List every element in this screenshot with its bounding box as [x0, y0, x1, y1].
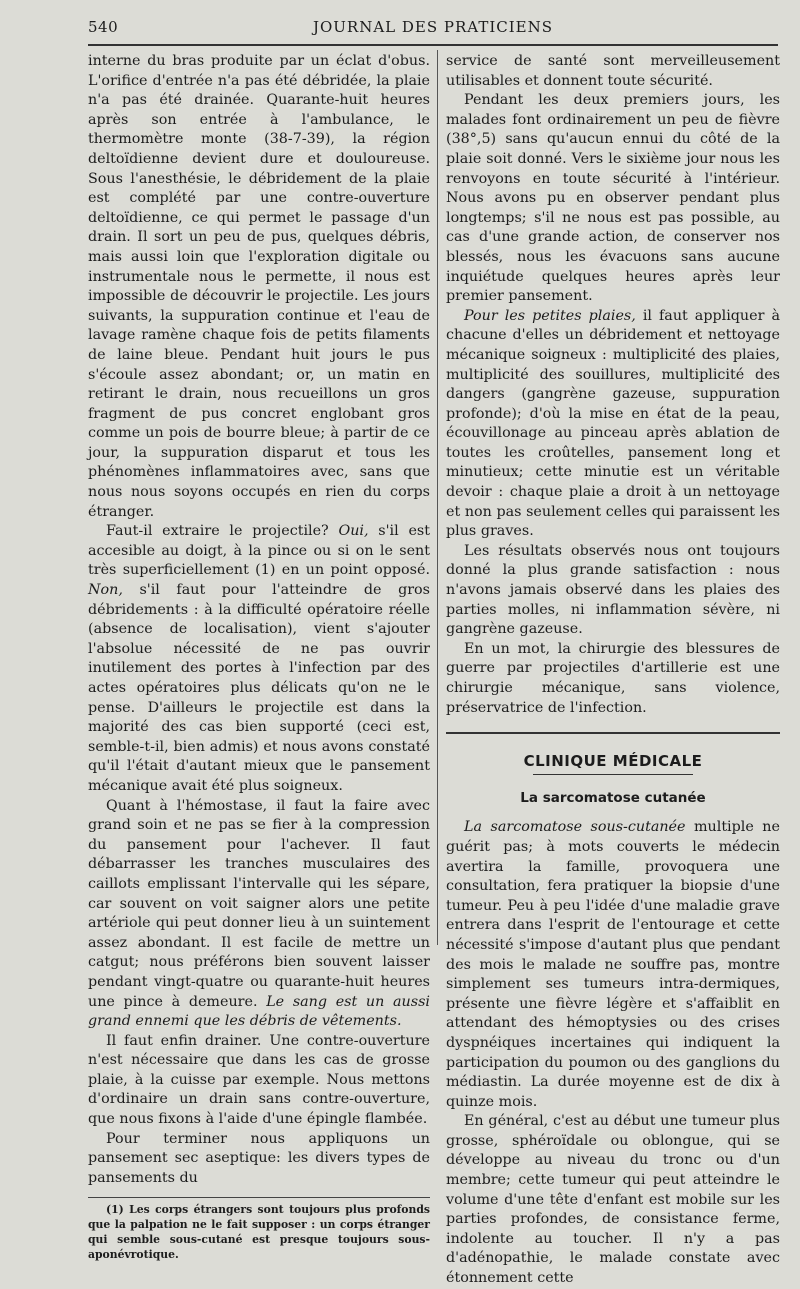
page-header — [88, 14, 778, 42]
paragraph: Pour terminer nous appliquons un pansement sec aseptique: les divers types de pansements du — [88, 1130, 430, 1186]
section-title-underline — [533, 774, 693, 775]
running-title: JOURNAL DES PRATICIENS — [312, 18, 554, 36]
paragraph: Pendant les deux premiers jours, les malades font ordinairement un peu de fièvre (38°,5) sans qu'aucun ennui du côté de la plaie soit donné. Vers le sixième jour nous les renvoyons en toute sécurité à l'intérieur. Nous avons pu en observer pendant plus longtemps; s'il ne nous est pas possible, au cas d'une grande action, de conserver nos blessés, nous les évacuons sans aucune inquiétude quelques heures après leur premier pansement. — [446, 92, 780, 305]
column-divider — [437, 50, 438, 945]
text-run: s'il est accesible au doigt, à la pince ou si on le sent très superficiellement (1) en un point opposé. — [88, 523, 431, 579]
text-run: s'il faut pour l'atteindre de gros débridements : à la difficulté opératoire réelle (absence de localisation), vient s'ajouter l'absolue nécessité de ne pas ouvrir inutilement des portes à l'infection par des actes opératoires plus délicats qu'on ne le pense. D'ailleurs le projectile est dans la majorité des cas bien supporté (ceci est, semble-t-il, bien admis) et nous avons constaté qu'il l'était d'autant mieux que le pansement mécanique avait été plus soigneux. — [88, 582, 430, 794]
paragraph: interne du bras produite par un éclat d'obus. L'orifice d'entrée n'a pas été débridée, la plaie n'a pas été drainée. Quarante-huit heures après son entrée à l'ambulance, le thermomètre monte (38-7-39), la région deltoïdienne devient dure et douloureuse. Sous l'anesthésie, le débridement de la plaie est complété par une contre-ouverture deltoïdienne, ce qui permet le passage d'un drain. Il sort un peu de pus, quelques débris, mais aussi loin que l'exploration digitale ou instrumentale nous le permette, il nous est impossible de découvrir le projectile. Les jours suivants, la suppuration continue et l'eau de lavage ramène chaque fois de petits filaments de laine bleue. Pendant huit jours le pus s'écoule assez abondant; or, un matin en retirant le drain, nous recueillons un gros fragment de pus concret englobant gros comme un pois de bourre bleue; à partir de ce jour, la suppuration disparut et tous les phénomènes inflammatoires avec, sans que nous nous soyons occupés en rien du corps étranger. — [88, 53, 430, 520]
footnote: (1) Les corps étrangers sont toujours plus profonds que la palpation ne le fait supposer : un corps étranger qui semble sous-cutané est presque toujours sous-aponévrotique. — [88, 1203, 430, 1262]
right-column — [446, 52, 780, 1289]
text-run: Quant à l'hémostase, il faut la faire avec grand soin et ne pas se fier à la compression du pansement pour l'achever. Il faut débarrasser les tranches musculaires des caillots emplissant l'intervalle qui les sépare, car souvent on voit saigner alors une petite artériole qui peut donner lieu à un suintement assez abondant. Il est facile de mettre un catgut; nous préférons bien souvent laisser pendant vingt-quatre ou quarante-huit heures une pince à demeure. — [88, 797, 430, 1010]
italic-text: Non, — [88, 582, 123, 599]
section-rule — [446, 732, 780, 734]
text-run: multiple ne guérit pas; à mots couverts le médecin avertira la famille, provoquera une consultation, fera pratiquer la biopsie d'une tumeur. Peu à peu l'idée d'une maladie grave entrera dans l'esprit de l'entourage et cette nécessité s'impose d'autant plus que pendant des mois le malade ne souffre pas, montre simplement ses tumeurs intra-dermiques, présente une fièvre légère et s'affaiblit en attendant des hémoptysies ou des crises dyspnéiques incertaines qui indiquent la participation du poumon ou des ganglions du médiastin. La durée moyenne est de dix à quinze mois. — [446, 819, 780, 1110]
paragraph — [446, 818, 780, 1112]
paragraph: En général, c'est au début une tumeur plus grosse, sphéroïdale ou oblongue, qui se développe au niveau du tronc ou d'un membre; cette tumeur qui peut atteindre le volume d'une tête d'enfant est mobile sur les parties profondes, de consistance ferme, indolente au toucher. Il n'y a pas d'adénopathie, le malade constate avec étonnement cette — [446, 1113, 780, 1287]
article-title: La sarcomatose cutanée — [520, 789, 706, 806]
footnote-rule — [88, 1197, 430, 1198]
paragraph — [88, 522, 430, 796]
text-run: Faut-il extraire le projectile? — [106, 523, 339, 540]
paragraph: En un mot, la chirurgie des blessures de guerre par projectiles d'artillerie est une chirurgie mécanique, sans violence, préservatrice de l'infection. — [446, 640, 780, 716]
paragraph: Il faut enfin drainer. Une contre-ouverture n'est nécessaire que dans les cas de grosse plaie, à la cuisse par exemple. Nous mettons d'ordinaire un drain sans contre-ouverture, que nous fixons à l'aide d'une épingle flambée. — [88, 1032, 430, 1128]
paragraph: service de santé sont merveilleusement utilisables et donnent toute sécurité. — [446, 53, 780, 89]
section-title: CLINIQUE MÉDICALE — [523, 752, 703, 771]
italic-text: La sarcomatose sous-cutanée — [464, 819, 686, 836]
paragraph: Les résultats observés nous ont toujours donné la plus grande satisfaction : nous n'avons jamais observé dans les plaies des parties molles, ni inflammation sévère, ni gangrène gazeuse. — [446, 542, 780, 638]
left-column — [88, 52, 430, 1262]
italic-text: Oui, — [338, 523, 369, 540]
paragraph — [446, 307, 780, 542]
italic-text: Pour les petites plaies, — [464, 307, 636, 324]
paragraph — [88, 797, 430, 1032]
text-run: il faut appliquer à chacune d'elles un débridement et nettoyage mécanique soigneux : multiplicité des plaies, multiplicité des souillures, multiplicité des dangers (gangrène gazeuse, suppuration profonde); d'où la mise en état de la peau, écouvillonage au pinceau après ablation de toutes les croûtelles, pansement long et minutieux; cette minutie est un véritable devoir : chaque plaie a droit à un nettoyage et non pas seulement celles qui paraissent les plus graves. — [446, 307, 780, 540]
italic-text: Le sang est un aussi grand ennemi que les débris de vêtements. — [88, 993, 430, 1030]
page-number: 540 — [88, 18, 119, 36]
header-rule — [88, 44, 778, 46]
